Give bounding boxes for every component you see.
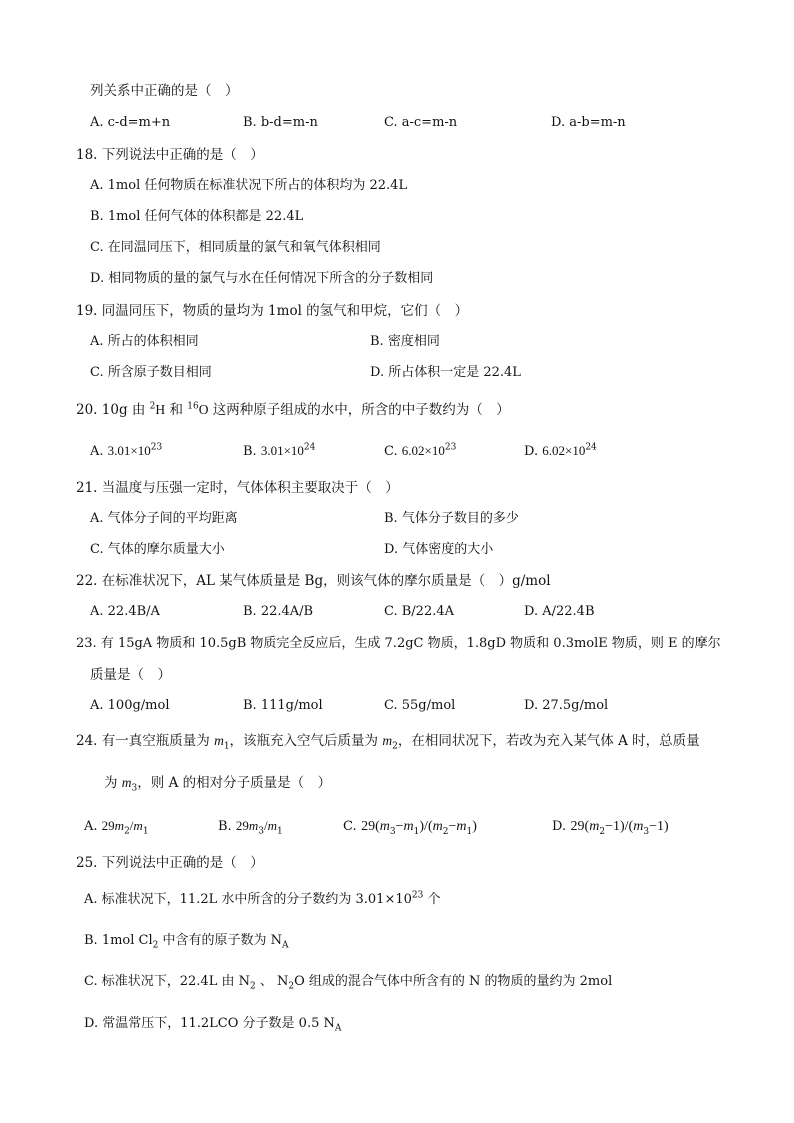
q20-option-b: B. $3.01\times 10^{24}$ — [243, 442, 316, 459]
q25-option-c: C. 标准状况下，22.4L 由 $N_2$ 、 $N_2O$ 组成的混合气体中所含有的 N 的物质的量约为 2mol — [84, 974, 613, 992]
q20-option-d: D. $6.02\times 10^{24}$ — [524, 442, 597, 459]
q18-option-c: C. 在同温同压下，相同质量的氯气和氧气体积相同 — [90, 240, 381, 255]
q17-option-c: C. a-c=m-n — [384, 115, 458, 130]
q19-option-d: D. 所占体积一定是 22.4L — [370, 365, 521, 380]
q23-stem-cont: 质量是（ ） — [90, 667, 171, 683]
q17-option-a: A. c-d=m+n — [90, 115, 171, 130]
q19-stem: 19. 同温同压下，物质的量均为 1mol 的氢气和甲烷，它们（ ） — [76, 303, 469, 319]
q21-option-d: D. 气体密度的大小 — [384, 542, 494, 557]
q22-stem: 22. 在标准状况下，AL 某气体质量是 Bg，则该气体的摩尔质量是（ ）g/mol — [76, 573, 551, 589]
q19-option-c: C. 所含原子数目相同 — [90, 365, 212, 380]
q23-option-a: A. 100g/mol — [90, 698, 170, 713]
q18-stem: 18. 下列说法中正确的是（ ） — [76, 147, 264, 163]
q18-option-b: B. 1mol 任何气体的体积都是 22.4L — [90, 209, 304, 224]
q25-option-a: A. 标准状况下，11.2L 水中所含的分子数约为 $3.01\times 10^{23}$ 个 — [84, 890, 441, 907]
q18-option-a: A. 1mol 任何物质在标准状况下所占的体积均为 22.4L — [90, 178, 408, 193]
q25-stem: 25. 下列说法中正确的是（ ） — [76, 855, 264, 871]
q17-stem: 列关系中正确的是（ ） — [90, 83, 239, 99]
q24-option-b: B. $29m_3/m_1$ — [218, 818, 283, 837]
q20-option-a: A. $3.01\times 10^{23}$ — [90, 442, 163, 459]
q22-option-a: A. 22.4B/A — [90, 604, 160, 619]
q20-stem: 20. 10g 由 $^2$H 和 $^{16}$O 这两种原子组成的水中，所含的中子数约为（ ） — [76, 401, 510, 418]
q17-option-d: D. a-b=m-n — [551, 115, 626, 130]
q22-option-d: D. A/22.4B — [524, 604, 595, 619]
q22-option-c: C. B/22.4A — [384, 604, 455, 619]
q21-option-b: B. 气体分子数目的多少 — [384, 511, 519, 526]
q19-option-a: A. 所占的体积相同 — [90, 334, 199, 349]
q23-option-c: C. 55g/mol — [384, 698, 456, 713]
q19-option-b: B. 密度相同 — [370, 334, 440, 349]
q23-stem: 23. 有 15gA 物质和 10.5gB 物质完全反应后，生成 7.2gC 物质，1.8gD 物质和 0.3molE 物质，则 E 的摩尔 — [76, 636, 721, 651]
q24-stem-cont: 为 $m_3$，则 A 的相对分子质量是（ ） — [104, 775, 332, 794]
q17-option-b: B. b-d=m-n — [243, 115, 318, 130]
q25-option-b: B. 1mol $Cl_2$ 中含有的原子数为 $N_A$ — [84, 933, 289, 951]
q25-option-d: D. 常温常压下，11.2LCO 分子数是 0.5 $N_A$ — [84, 1016, 342, 1034]
q24-option-a: A. $29m_2/m_1$ — [84, 818, 149, 837]
q24-option-d: D. $29(m_2-1)/(m_3-1)$ — [552, 819, 669, 837]
q18-option-d: D. 相同物质的量的氯气与水在任何情况下所含的分子数相同 — [90, 271, 434, 286]
q21-option-a: A. 气体分子间的平均距离 — [90, 511, 238, 526]
q23-option-d: D. 27.5g/mol — [524, 698, 609, 713]
q20-option-c: C. $6.02\times 10^{23}$ — [384, 442, 457, 459]
q23-option-b: B. 111g/mol — [243, 698, 323, 713]
q22-option-b: B. 22.4A/B — [243, 604, 314, 619]
q21-option-c: C. 气体的摩尔质量大小 — [90, 542, 225, 557]
q24-stem: 24. 有一真空瓶质量为 $m_1$，该瓶充入空气后质量为 $m_2$，在相同状况下，若改为充入某气体 A 时，总质量 — [76, 733, 700, 752]
q24-option-c: C. $29(m_3-m_1)/(m_2-m_1)$ — [343, 819, 477, 837]
q21-stem: 21. 当温度与压强一定时，气体体积主要取决于（ ） — [76, 480, 399, 496]
